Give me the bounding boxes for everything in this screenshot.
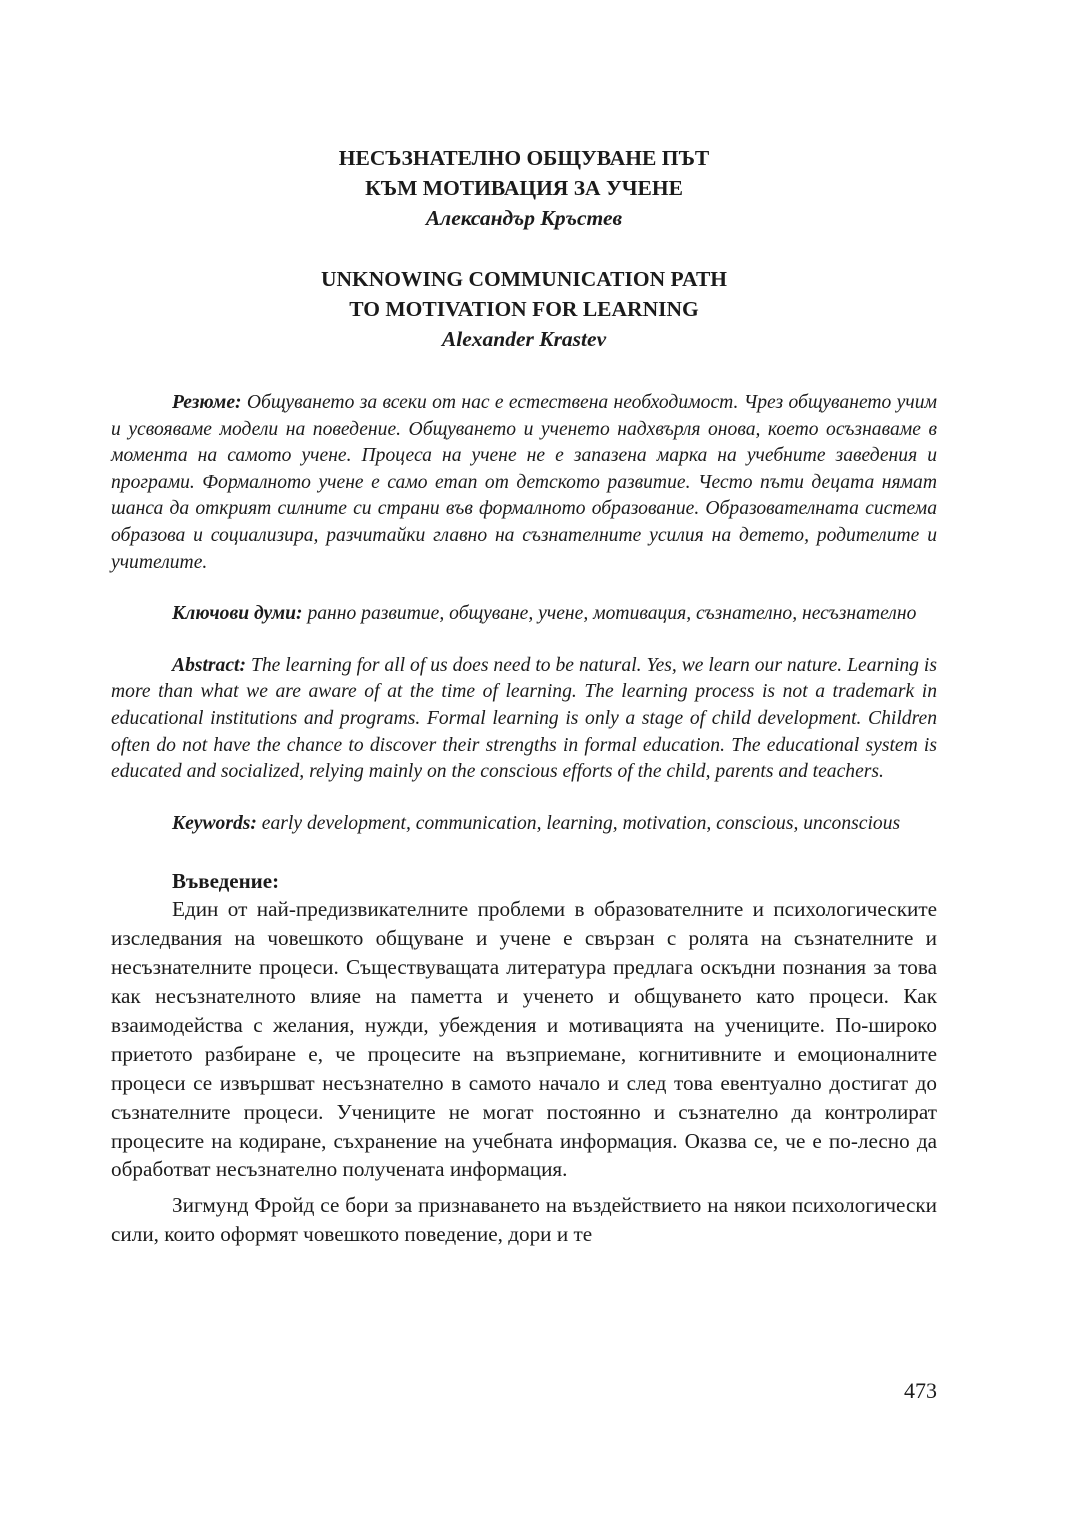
abstract-bg-label: Резюме: [172, 392, 242, 413]
keywords-bulgarian [111, 601, 937, 628]
abstract-en-text: The learning for all of us does need to be natural. Yes, we learn our nature. Learning is more than what we are aware of at the time of learning. The learning process is not a trademark in educational institutions and programs. Formal learning is only a stage of child development. Children often do not have the chance to discover their strengths in formal education. The educational system is educated and socialized, relying mainly on the conscious efforts of the child, parents and teachers. [111, 654, 937, 783]
keywords-bg-text: ранно развитие, общуване, учене, мотивация, съзнателно, несъзнателно [302, 603, 917, 625]
keywords-en-label: Keywords: [172, 812, 257, 834]
keywords-en-text: early development, communication, learning, motivation, conscious, unconscious [256, 812, 901, 834]
intro-paragraph-2: Зигмунд Фройд се бори за признаването на въздействието на някои психологически сили, които оформят човешкото поведение, дори и те [111, 1193, 937, 1247]
keywords-bg-label: Ключови думи: [172, 603, 303, 625]
abstract-bg-text: Общуването за всеки от нас е естествена необходимост. Чрез общуването учим и усвояваме модели на поведение. Общуването и ученето надхвърля онова, което осъзнаваме в момента на самото учене. Процеса на учене не е запазена марка на учебните заведения и програми. Формалното учене е само етап от детското развитие. Често пъти децата нямат шанса да открият силните си страни във формалното образование. Образователната система образова и социализира, разчитайки главно на съзнателните усилия на детето, родителите и учителите. [111, 392, 937, 573]
title-block-english [111, 264, 937, 354]
author-bg: Александър Кръстев [425, 206, 623, 230]
abstract-bulgarian [111, 390, 937, 576]
section-heading-introduction: Въведение: [172, 869, 280, 894]
author-en: Alexander Krastev [441, 327, 607, 351]
title-en-line2: TO MOTIVATION FOR LEARNING [349, 297, 699, 321]
title-bg-line1: НЕСЪЗНАТЕЛНО ОБЩУВАНЕ ПЪТ [338, 146, 710, 170]
abstract-english [111, 653, 937, 786]
article-content [111, 143, 937, 1249]
title-block-bulgarian [111, 143, 937, 233]
title-bg-line2: КЪМ МОТИВАЦИЯ ЗА УЧЕНЕ [365, 176, 683, 200]
abstract-en-label: Abstract: [172, 654, 247, 676]
page-number: 473 [904, 1378, 937, 1403]
keywords-english [111, 811, 937, 838]
intro-paragraph-1: Един от най-предизвикателните проблеми в образователните и психологическите изследвания на човешкото общуване и учене е свързан с ролята на съзнателните и несъзнателните процеси. Съществуващата литература предлага оскъдни познания за това как несъзнателното влияе на паметта и ученето и общуването като процеси. Как взаимодейства с желания, нужди, убеждения и мотивацията на учениците. По-широко приетото разбиране е, че процесите на възприемане, когнитивните и емоционалните процеси се извършват несъзнателно в самото начало и след това евентуално достигат до съзнателните процеси. Учениците не могат постоянно и съзнателно да контролират процесите на кодиране, съхранение на учебната информация. Оказва се, че е по-лесно да обработват несъзнателно получената информация. [111, 897, 937, 1182]
title-en-line1: UNKNOWING COMMUNICATION PATH [320, 267, 728, 291]
